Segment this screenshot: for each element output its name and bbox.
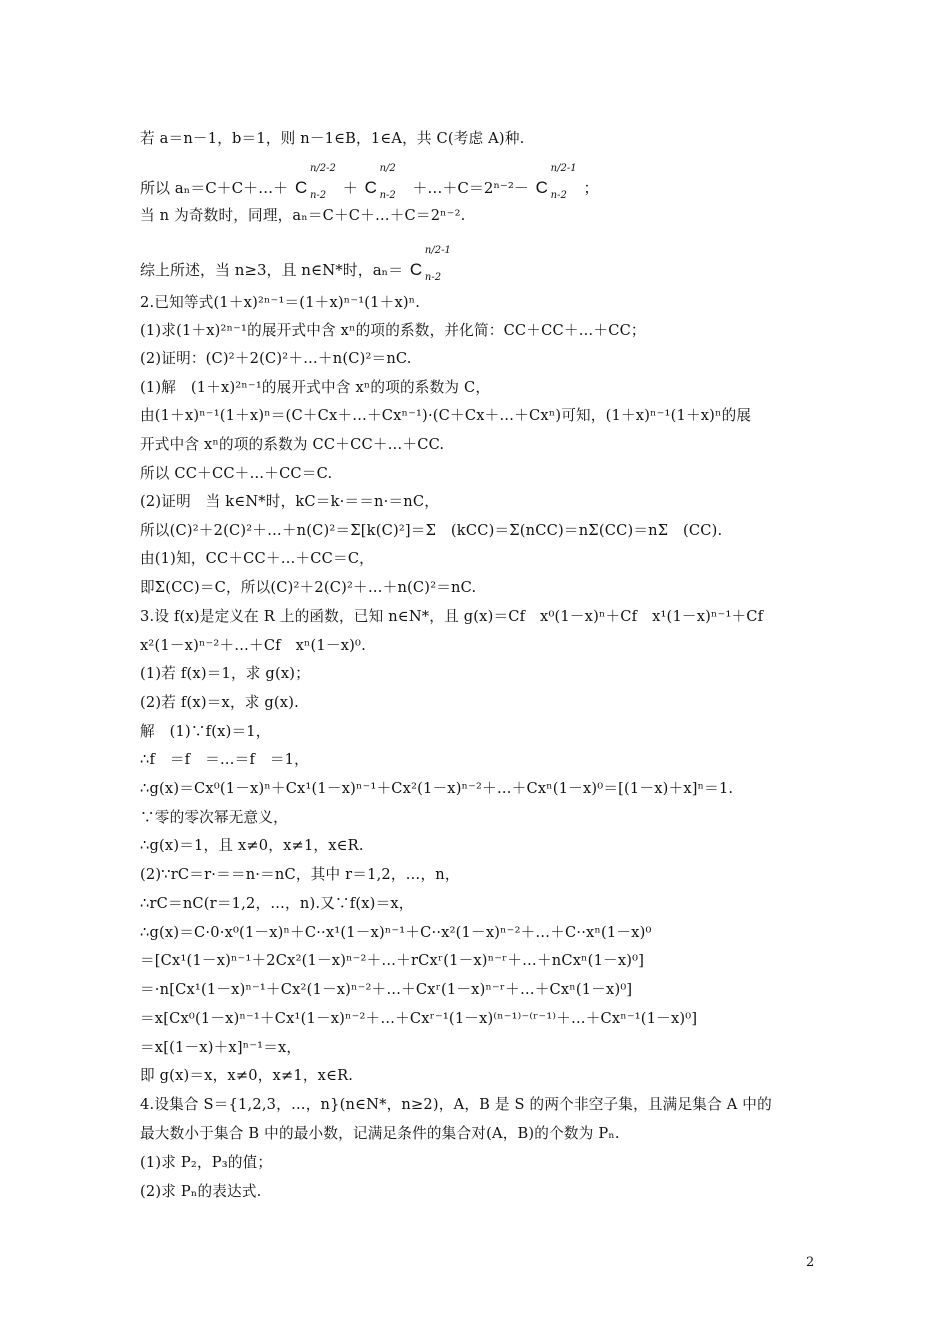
solution-3-line-4: ∵零的零次幂无意义，: [140, 809, 288, 826]
solution-3-line-2: ∴f ＝f ＝…＝f ＝1，: [140, 751, 309, 768]
line-1: 若 a＝n－1，b＝1，则 n－1∈B，1∈A，共 C(考虑 A)种.: [140, 130, 525, 147]
binomial-1-superscript: n/2-2: [309, 163, 336, 174]
binomial-coefficient-3: C n/2-1 n-2: [535, 163, 577, 201]
binomial-coefficient-1: C n/2-2 n-2: [294, 163, 336, 201]
solution-2-2-line-1: (2)证明 当 k∈N*时，kC＝k·＝＝n·＝nC，: [140, 493, 440, 510]
solution-3-line-9: ＝[Cx¹(1－x)ⁿ⁻¹＋2Cx²(1－x)ⁿ⁻²＋…＋rCxʳ(1－x)ⁿ⁻ʳ＋…＋nCxⁿ(1－x)⁰]: [140, 952, 645, 969]
page-number: 2: [806, 1255, 815, 1270]
solution-2-2-line-3: 由(1)知，CC＋CC＋…＋CC＝C，: [140, 550, 374, 567]
binomial-3-superscript: n/2-1: [550, 163, 577, 174]
binomial-coefficient-2: C n/2 n-2: [364, 163, 396, 201]
problem-3-part-2: (2)若 f(x)＝x，求 g(x).: [140, 694, 299, 711]
solution-3-line-11: ＝x[Cx⁰(1－x)ⁿ⁻¹＋Cx¹(1－x)ⁿ⁻²＋…＋Cxʳ⁻¹(1－x)⁽ⁿ⁻¹⁾⁻⁽ʳ⁻¹⁾＋…＋Cxⁿ⁻¹(1－x)⁰]: [140, 1010, 698, 1027]
line-2-head: 所以 aₙ＝C＋C＋…＋: [140, 179, 289, 197]
problem-2-part-1: (1)求(1＋x)²ⁿ⁻¹的展开式中含 xⁿ的项的系数，并化简：CC＋CC＋…＋CC；: [140, 322, 646, 339]
solution-3-line-6: (2)∵rC＝r·＝＝n·＝nC，其中 r＝1,2，…，n，: [140, 866, 460, 883]
solution-3-line-10: ＝·n[Cx¹(1－x)ⁿ⁻¹＋Cx²(1－x)ⁿ⁻²＋…＋Cxʳ(1－x)ⁿ⁻ʳ＋…＋Cxⁿ(1－x)⁰]: [140, 981, 633, 998]
solution-3-line-13: 即 g(x)＝x，x≠0，x≠1，x∈R.: [140, 1067, 354, 1084]
solution-3-line-7: ∴rC＝nC(r＝1,2，…，n).又∵f(x)＝x，: [140, 895, 414, 912]
line-2-middle: ＋…＋C＝2ⁿ⁻²－: [412, 179, 529, 197]
problem-3-part-1: (1)若 f(x)＝1，求 g(x)；: [140, 665, 310, 682]
problem-4-part-1: (1)求 P₂，P₃的值；: [140, 1154, 273, 1171]
line-2-end: ；: [583, 179, 599, 197]
solution-3-line-3: ∴g(x)＝Cx⁰(1－x)ⁿ＋Cx¹(1－x)ⁿ⁻¹＋Cx²(1－x)ⁿ⁻²＋…＋Cxⁿ(1－x)⁰＝[(1－x)＋x]ⁿ＝1.: [140, 780, 734, 797]
binomial-coefficient-4: C n/2-1 n-2: [409, 245, 451, 283]
line-2: [140, 163, 599, 201]
solution-3-line-1: 解 (1)∵f(x)＝1，: [140, 723, 271, 740]
problem-4-part-2: (2)求 Pₙ的表达式.: [140, 1183, 262, 1200]
binomial-1-subscript: n-2: [309, 190, 327, 201]
problem-2-part-2: (2)证明：(C)²＋2(C)²＋…＋n(C)²＝nC.: [140, 350, 412, 367]
solution-2-1-line-4: 所以 CC＋CC＋…＋CC＝C.: [140, 465, 333, 482]
problem-4-statement-2: 最大数小于集合 B 中的最小数，记满足条件的集合对(A，B)的个数为 Pₙ.: [140, 1125, 620, 1142]
line-3: 当 n 为奇数时，同理，aₙ＝C＋C＋…＋C＝2ⁿ⁻².: [140, 207, 466, 224]
binomial-2-subscript: n-2: [379, 190, 396, 201]
solution-3-line-8: ∴g(x)＝C·0·x⁰(1－x)ⁿ＋C··x¹(1－x)ⁿ⁻¹＋C··x²(1－x)ⁿ⁻²＋…＋C··xⁿ(1－x)⁰: [140, 924, 652, 941]
problem-3-statement-1: 3.设 f(x)是定义在 R 上的函数，已知 n∈N*，且 g(x)＝Cf x⁰(1－x)ⁿ＋Cf x¹(1－x)ⁿ⁻¹＋Cf: [140, 608, 764, 625]
solution-2-2-line-4: 即Σ(CC)＝C，所以(C)²＋2(C)²＋…＋n(C)²＝nC.: [140, 579, 477, 596]
solution-3-line-5: ∴g(x)＝1，且 x≠0，x≠1，x∈R.: [140, 837, 364, 854]
solution-2-1-line-3: 开式中含 xⁿ的项的系数为 CC＋CC＋…＋CC.: [140, 436, 445, 453]
binomial-3-subscript: n-2: [550, 190, 567, 201]
problem-2-statement: 2.已知等式(1＋x)²ⁿ⁻¹＝(1＋x)ⁿ⁻¹(1＋x)ⁿ.: [140, 294, 421, 311]
binomial-4-subscript: n-2: [424, 272, 442, 283]
line-4-head: 综上所述，当 n≥3，且 n∈N*时，aₙ＝: [140, 261, 404, 279]
binomial-2-superscript: n/2: [379, 163, 396, 174]
line-2-plus: ＋: [342, 179, 358, 197]
problem-3-statement-2: x²(1－x)ⁿ⁻²＋…＋Cf xⁿ(1－x)⁰.: [140, 637, 366, 654]
binomial-4-superscript: n/2-1: [424, 245, 451, 256]
solution-2-2-line-2: 所以(C)²＋2(C)²＋…＋n(C)²＝Σ[k(C)²]＝Σ (kCC)＝Σ(nCC)＝nΣ(CC)＝nΣ (CC).: [140, 522, 723, 539]
problem-4-statement-1: 4.设集合 S＝{1,2,3，…，n}(n∈N*，n≥2)，A，B 是 S 的两个非空子集，且满足集合 A 中的: [140, 1096, 772, 1113]
solution-3-line-12: ＝x[(1－x)＋x]ⁿ⁻¹＝x，: [140, 1039, 302, 1056]
solution-2-1-line-1: (1)解 (1＋x)²ⁿ⁻¹的展开式中含 xⁿ的项的系数为 C，: [140, 379, 491, 396]
line-4: [140, 245, 453, 283]
solution-2-1-line-2: 由(1＋x)ⁿ⁻¹(1＋x)ⁿ＝(C＋Cx＋…＋Cxⁿ⁻¹)·(C＋Cx＋…＋Cxⁿ)可知，(1＋x)ⁿ⁻¹(1＋x)ⁿ的展: [140, 407, 752, 424]
